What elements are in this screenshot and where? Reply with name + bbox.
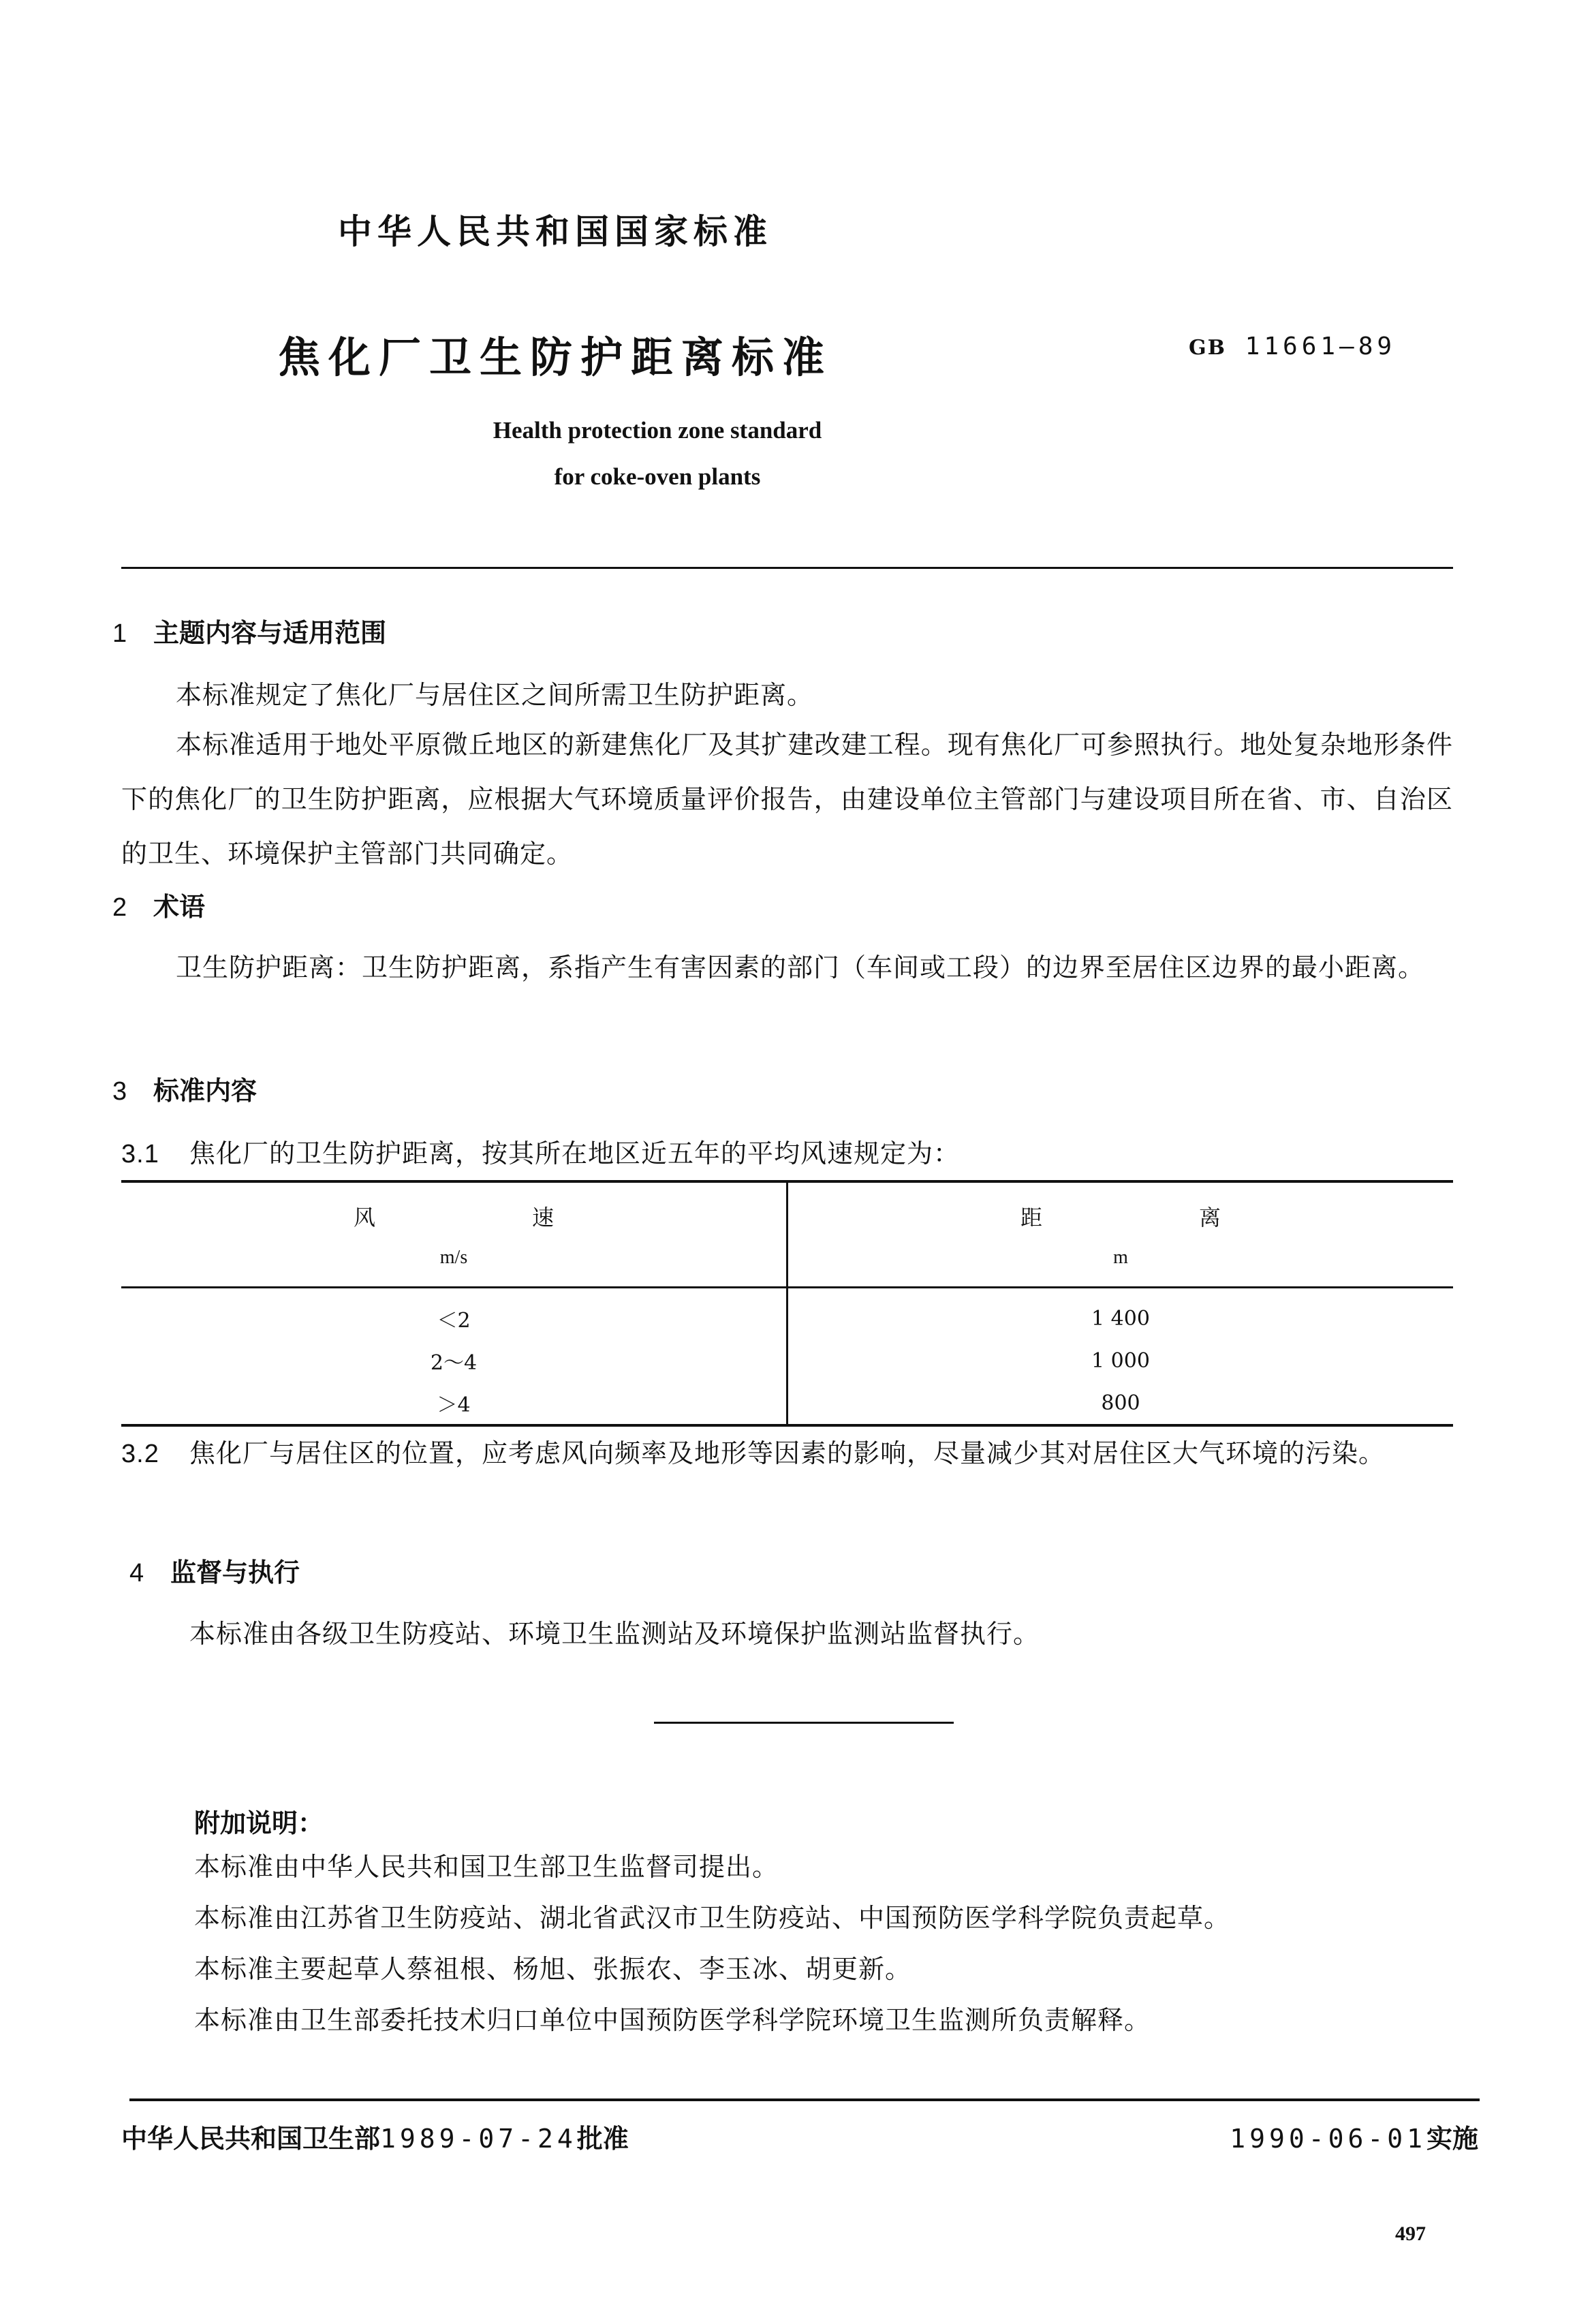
distance-cell: 1 000 — [1091, 1348, 1150, 1373]
section-3-1-number: 3.1 — [121, 1140, 159, 1168]
wind-cell: ＞4 — [121, 1382, 788, 1425]
wind-cell: ＜2 — [121, 1288, 788, 1340]
distance-unit: m — [1113, 1247, 1128, 1268]
section-2-para-1: 卫生防护距离：卫生防护距离，系指产生有害因素的部门（车间或工段）的边界至居住区边界的最小距离。 — [176, 952, 1425, 982]
notes-block — [194, 1842, 1454, 2046]
notes-title: 附加说明： — [194, 1808, 324, 1838]
distance-label: 距离 — [1020, 1205, 1377, 1230]
table-row — [121, 1288, 1453, 1340]
wind-speed-label: 风速 — [353, 1205, 711, 1230]
national-standard-title: 中华人民共和国国家标准 — [338, 212, 773, 251]
wind-speed-header — [121, 1181, 788, 1288]
english-title-line2: for coke-oven plants — [554, 463, 761, 490]
header-rule — [121, 567, 1453, 569]
section-1-para-2: 本标准适用于地处平原微丘地区的新建焦化厂及其扩建改建工程。现有焦化厂可参照执行。地处复杂地形条件下的焦化厂的卫生防护距离，应根据大气环境质量评价报告，由建设单位主管部门与建设项目所在省、市、自治区的卫生、环境保护主管部门共同确定。 — [121, 730, 1453, 869]
approve-date: 1989-07-24 — [380, 2124, 577, 2154]
standard-code — [1189, 332, 1396, 360]
effective-info — [1230, 2118, 1478, 2155]
section-3-2 — [121, 1426, 1453, 1481]
wind-cell: 2～4 — [121, 1339, 788, 1382]
page-number: 497 — [1395, 2222, 1426, 2245]
section-1-para-1: 本标准规定了焦化厂与居住区之间所需卫生防护距离。 — [176, 680, 814, 710]
section-3-title: 标准内容 — [153, 1076, 258, 1106]
table-row — [121, 1382, 1453, 1425]
wind-speed-unit: m/s — [439, 1247, 468, 1268]
section-3-heading — [112, 1070, 257, 1107]
section-2-title: 术语 — [153, 892, 206, 922]
standard-title: 焦化厂卫生防护距离标准 — [277, 332, 832, 382]
english-title-line1: Health protection zone standard — [493, 417, 822, 444]
approval-info — [121, 2118, 629, 2155]
note-line: 本标准主要起草人蔡祖根、杨旭、张振农、李玉冰、胡更新。 — [194, 1954, 912, 1984]
section-3-number: 3 — [112, 1077, 127, 1106]
distance-header — [788, 1181, 1454, 1288]
code-prefix: GB — [1189, 336, 1226, 360]
section-2-number: 2 — [112, 893, 127, 922]
footer-rule — [129, 2098, 1480, 2101]
approver: 中华人民共和国卫生部 — [121, 2124, 381, 2154]
section-4-number: 4 — [129, 1559, 144, 1587]
section-3-2-number: 3.2 — [121, 1440, 159, 1468]
section-4-title: 监督与执行 — [170, 1558, 300, 1587]
note-line: 本标准由中华人民共和国卫生部卫生监督司提出。 — [194, 1852, 779, 1882]
section-1-number: 1 — [112, 619, 127, 648]
approve-label: 批准 — [576, 2124, 629, 2154]
section-end-rule — [654, 1722, 954, 1724]
section-3-1 — [121, 1126, 1453, 1181]
section-1-heading — [112, 612, 386, 649]
distance-cell: 1 400 — [1091, 1306, 1150, 1331]
section-4-heading — [129, 1551, 300, 1589]
effective-date: 1990-06-01 — [1230, 2124, 1426, 2154]
note-line: 本标准由江苏省卫生防疫站、湖北省武汉市卫生防疫站、中国预防医学科学院负责起草。 — [194, 1903, 1231, 1933]
effective-label: 实施 — [1426, 2124, 1478, 2154]
code-number: 11661—89 — [1245, 332, 1397, 360]
section-3-1-text: 焦化厂的卫生防护距离，按其所在地区近五年的平均风速规定为： — [189, 1138, 961, 1168]
distance-cell: 800 — [1101, 1391, 1140, 1415]
section-1-title: 主题内容与适用范围 — [153, 618, 387, 648]
section-2-heading — [112, 886, 205, 923]
section-3-2-text: 焦化厂与居住区的位置，应考虑风向频率及地形等因素的影响，尽量减少其对居住区大气环境的污染。 — [189, 1438, 1386, 1468]
table-row — [121, 1339, 1453, 1382]
wind-distance-table — [121, 1180, 1453, 1427]
note-line: 本标准由卫生部委托技术归口单位中国预防医学科学院环境卫生监测所负责解释。 — [194, 2005, 1151, 2035]
section-4-para-1: 本标准由各级卫生防疫站、环境卫生监测站及环境保护监测站监督执行。 — [189, 1619, 1040, 1649]
